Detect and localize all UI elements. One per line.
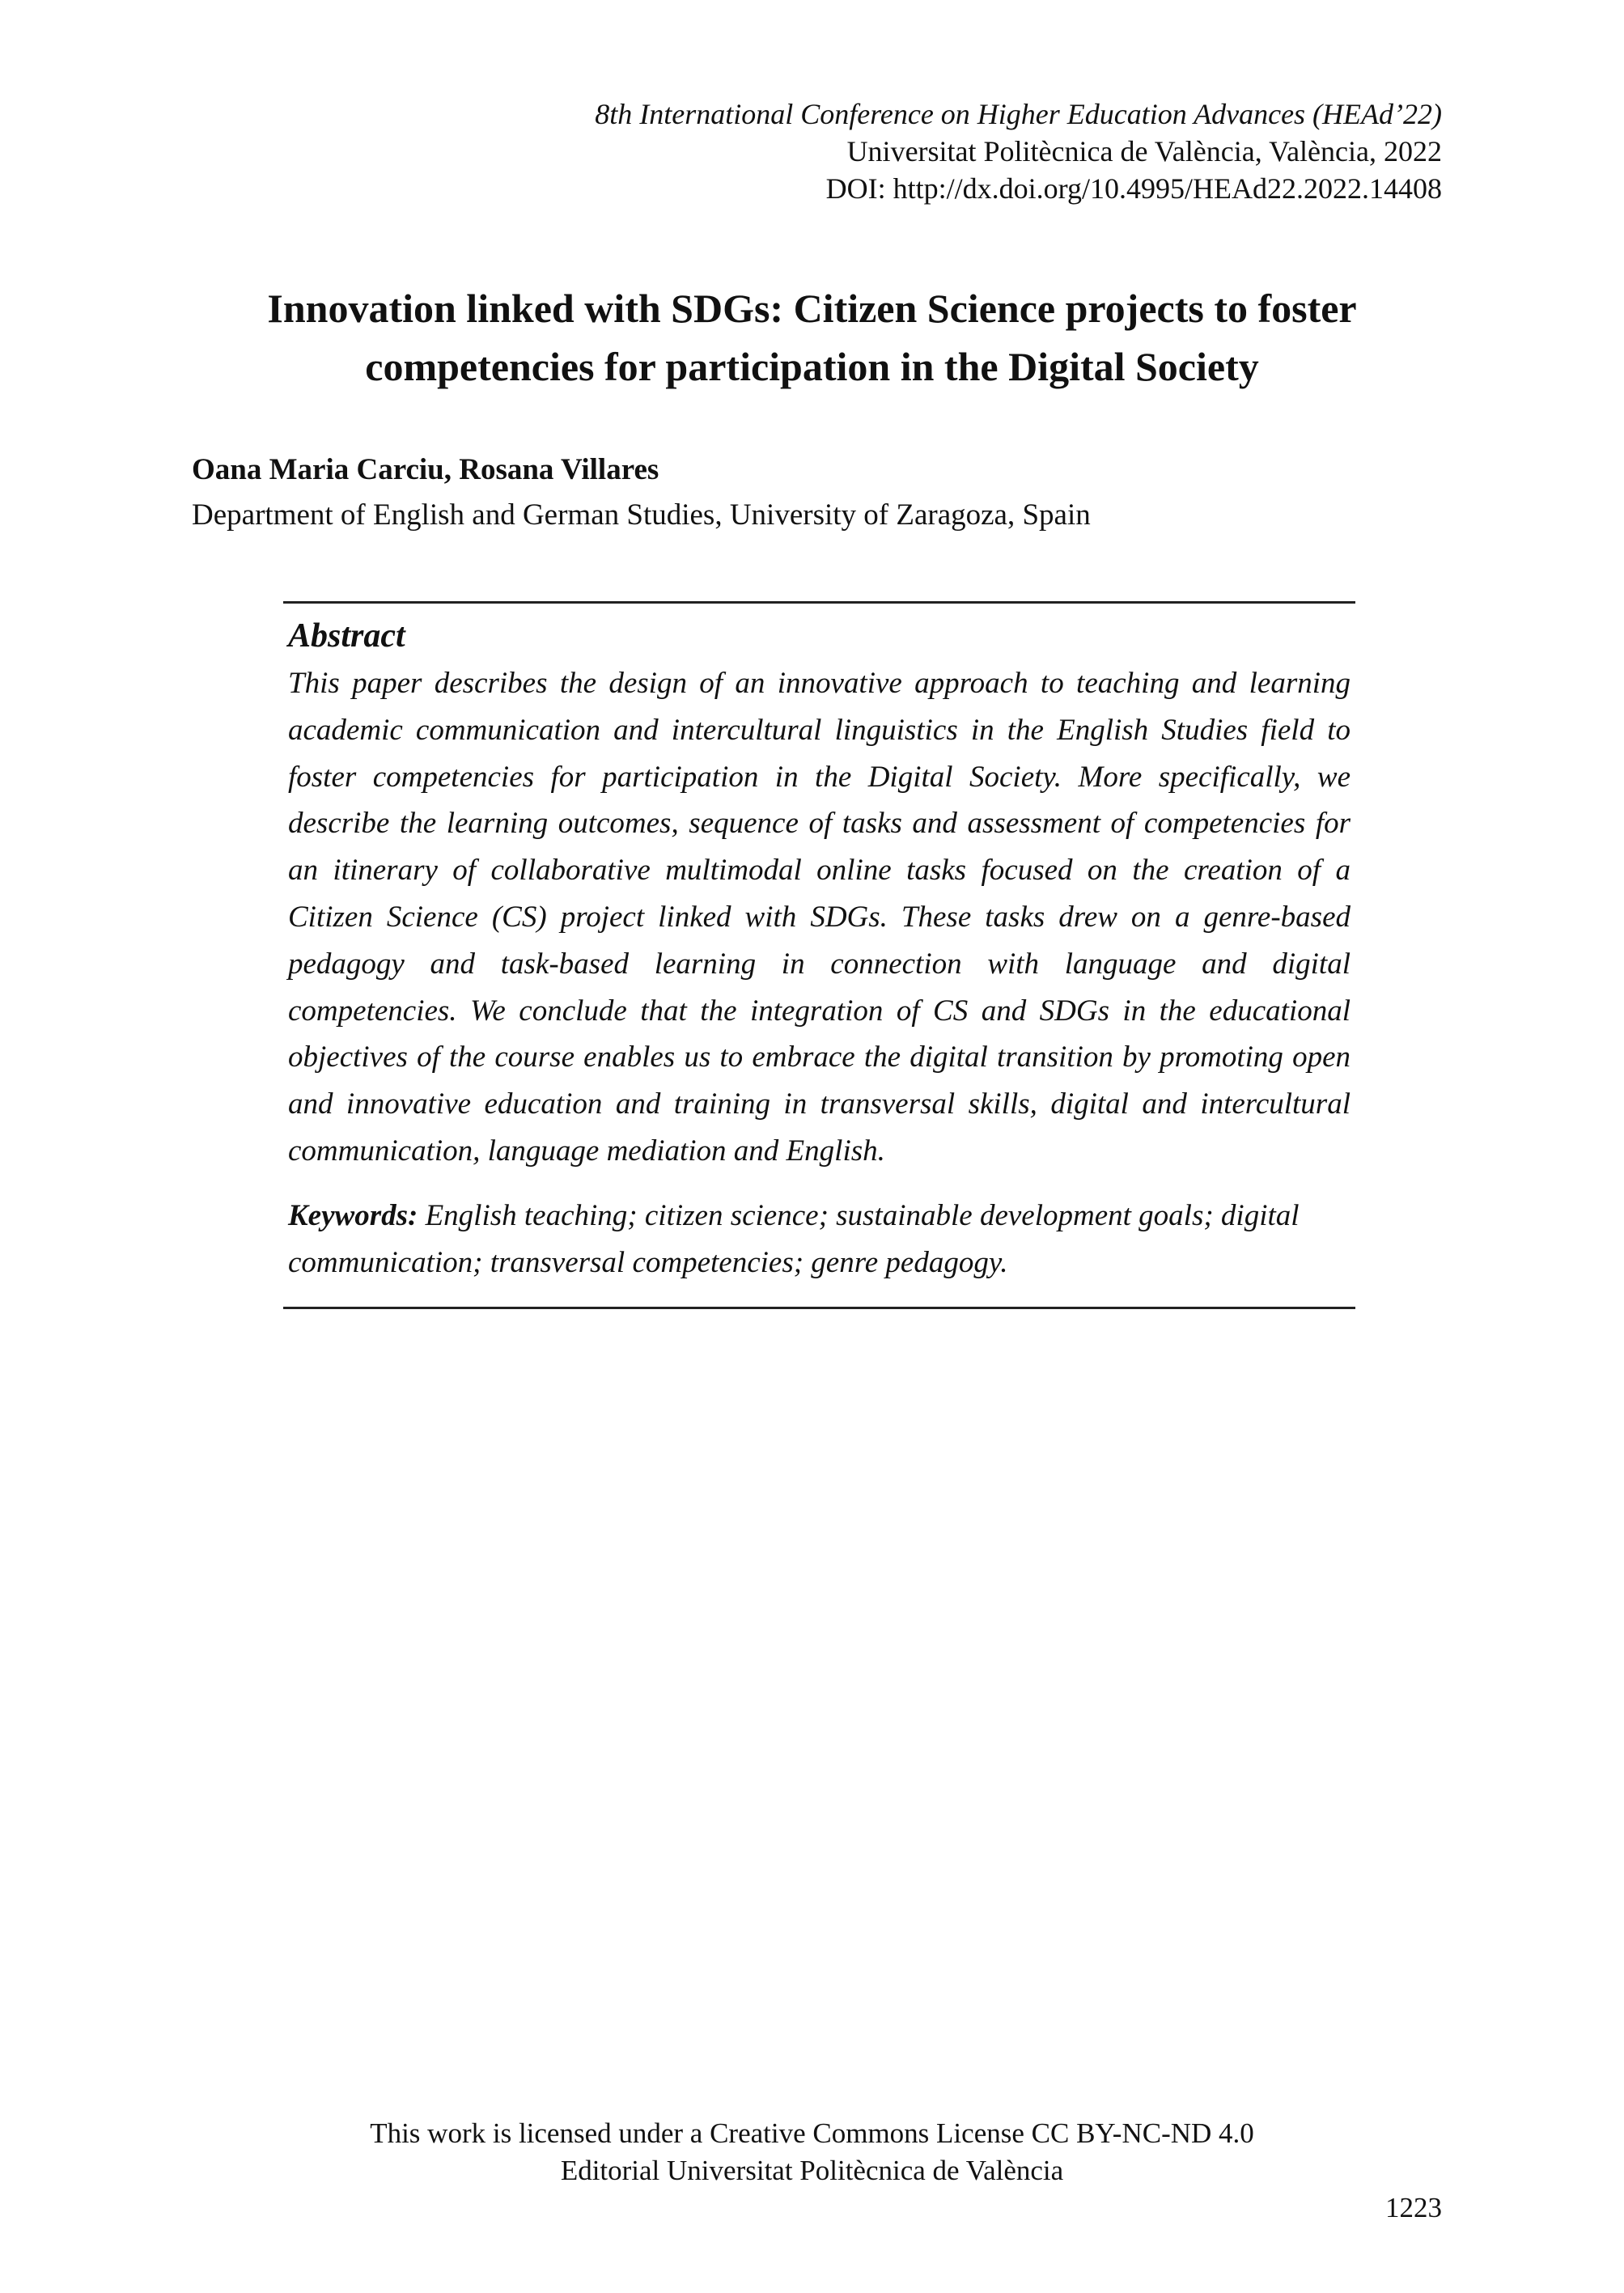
publisher: Editorial Universitat Politècnica de València <box>560 2155 1064 2186</box>
page-number: 1223 <box>1385 2192 1442 2223</box>
abstract-heading: Abstract <box>288 617 405 655</box>
keywords <box>288 1193 1351 1286</box>
running-header <box>595 95 1442 207</box>
conference-name: 8th International Conference on Higher Education Advances (HEAd’22) <box>595 98 1442 130</box>
affiliation: Department of English and German Studies, University of Zaragoza, Spain <box>192 498 1091 532</box>
abstract-section <box>283 601 1355 1309</box>
paper-title <box>0 279 1624 396</box>
conference-venue: Universitat Politècnica de València, València, 2022 <box>846 135 1442 167</box>
license-notice: This work is licensed under a Creative Commons License CC BY-NC-ND 4.0 <box>370 2117 1254 2149</box>
abstract-body: This paper describes the design of an innovative approach to teaching and learning academic communication and intercultural linguistics in the English Studies field to foster competencies for participation in the Digital Society. More specifically, we describe the learning outcomes, sequence of tasks and assessment of competencies for an itinerary of collaborative multimodal online tasks focused on the creation of a Citizen Science (CS) project linked with SDGs. These tasks drew on a genre-based pedagogy and task-based learning in connection with language and digital competencies. We conclude that the integration of CS and SDGs in the educational objectives of the course enables us to embrace the digital transition by promoting open and innovative education and training in transversal skills, digital and intercultural communication, language mediation and English. <box>288 667 1351 1168</box>
keywords-list: English teaching; citizen science; sustainable development goals; digital communication; transversal competencies; genre pedagogy. <box>288 1198 1300 1279</box>
page-footer <box>0 2115 1624 2189</box>
title-line-2: competencies for participation in the Digital Society <box>365 344 1259 389</box>
keywords-label: Keywords: <box>288 1198 418 1232</box>
doi-link[interactable]: DOI: http://dx.doi.org/10.4995/HEAd22.2022.14408 <box>825 172 1442 205</box>
title-line-1: Innovation linked with SDGs: Citizen Science projects to foster <box>267 286 1357 331</box>
authors: Oana Maria Carciu, Rosana Villares <box>192 453 659 486</box>
